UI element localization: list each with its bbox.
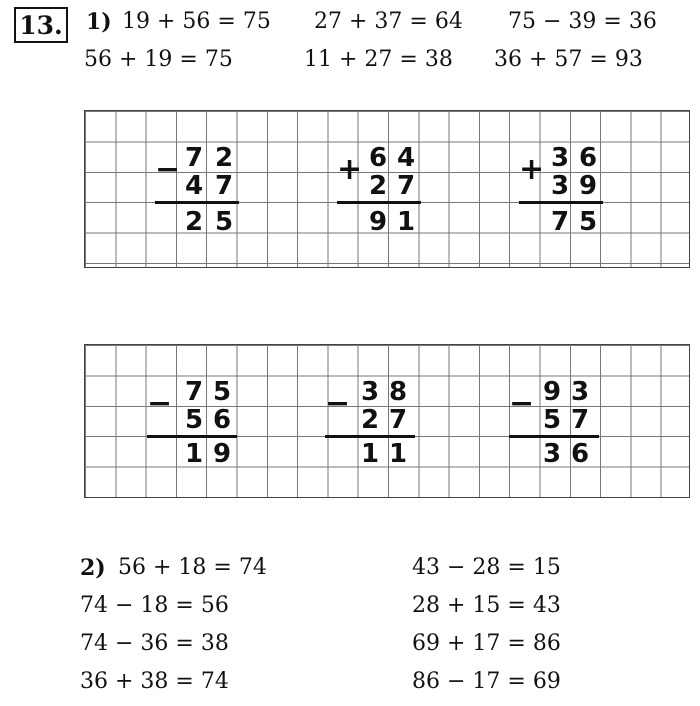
digit: 7	[214, 171, 234, 201]
part2-right-3: 69 + 17 = 86	[412, 631, 561, 656]
sum-line	[519, 201, 603, 204]
sum-line	[325, 435, 415, 438]
grid-paper-1	[84, 110, 690, 268]
digit: 5	[542, 405, 562, 435]
equation-1-3: 75 − 39 = 36	[508, 9, 657, 34]
digit: 3	[542, 439, 562, 469]
digit: 6	[212, 405, 232, 435]
digit: 7	[396, 171, 416, 201]
equation-1-1: 19 + 56 = 75	[122, 9, 271, 34]
digit: 5	[212, 377, 232, 407]
operation-sign: +	[519, 152, 545, 187]
digit: 5	[214, 207, 234, 237]
equation-1-2: 27 + 37 = 64	[314, 9, 463, 34]
digit: 3	[360, 377, 380, 407]
operation-sign: +	[337, 152, 363, 187]
part2-left-2: 74 − 18 = 56	[80, 593, 229, 618]
digit: 7	[184, 143, 204, 173]
digit: 9	[578, 171, 598, 201]
sum-line	[155, 201, 239, 204]
digit: 1	[360, 439, 380, 469]
digit: 2	[360, 405, 380, 435]
column-calc-2-1	[147, 377, 247, 477]
sum-line	[147, 435, 237, 438]
equation-2-1: 56 + 19 = 75	[84, 47, 233, 72]
operation-sign: −	[147, 386, 173, 421]
digit: 3	[550, 171, 570, 201]
grid-paper-2	[84, 344, 690, 498]
part2-left-4: 36 + 38 = 74	[80, 669, 229, 694]
column-calc-1-1	[155, 143, 255, 243]
digit: 1	[396, 207, 416, 237]
digit: 6	[368, 143, 388, 173]
digit: 6	[570, 439, 590, 469]
digit: 3	[550, 143, 570, 173]
digit: 2	[214, 143, 234, 173]
part2-right-2: 28 + 15 = 43	[412, 593, 561, 618]
digit: 4	[396, 143, 416, 173]
digit: 7	[388, 405, 408, 435]
digit: 5	[184, 405, 204, 435]
column-calc-2-2	[325, 377, 425, 477]
digit: 1	[184, 439, 204, 469]
digit: 7	[184, 377, 204, 407]
digit: 6	[578, 143, 598, 173]
equation-2-2: 11 + 27 = 38	[304, 47, 453, 72]
column-calc-2-3	[509, 377, 609, 477]
sum-line	[509, 435, 599, 438]
digit: 5	[578, 207, 598, 237]
operation-sign: −	[325, 386, 351, 421]
column-calc-1-3	[519, 143, 619, 243]
equation-2-3: 36 + 57 = 93	[494, 47, 643, 72]
part2-left-1: 56 + 18 = 74	[118, 555, 267, 580]
part2-right-4: 86 − 17 = 69	[412, 669, 561, 694]
digit: 9	[542, 377, 562, 407]
digit: 2	[184, 207, 204, 237]
part2-right-1: 43 − 28 = 15	[412, 555, 561, 580]
digit: 3	[570, 377, 590, 407]
digit: 7	[570, 405, 590, 435]
digit: 9	[212, 439, 232, 469]
digit: 1	[388, 439, 408, 469]
column-calc-1-2	[337, 143, 437, 243]
operation-sign: −	[155, 152, 181, 187]
digit: 2	[368, 171, 388, 201]
digit: 9	[368, 207, 388, 237]
part1-label: 1)	[86, 9, 112, 35]
part2-left-3: 74 − 36 = 38	[80, 631, 229, 656]
digit: 4	[184, 171, 204, 201]
task-number: 13.	[14, 7, 68, 43]
digit: 8	[388, 377, 408, 407]
operation-sign: −	[509, 386, 535, 421]
sum-line	[337, 201, 421, 204]
part2-label: 2)	[80, 555, 106, 581]
digit: 7	[550, 207, 570, 237]
